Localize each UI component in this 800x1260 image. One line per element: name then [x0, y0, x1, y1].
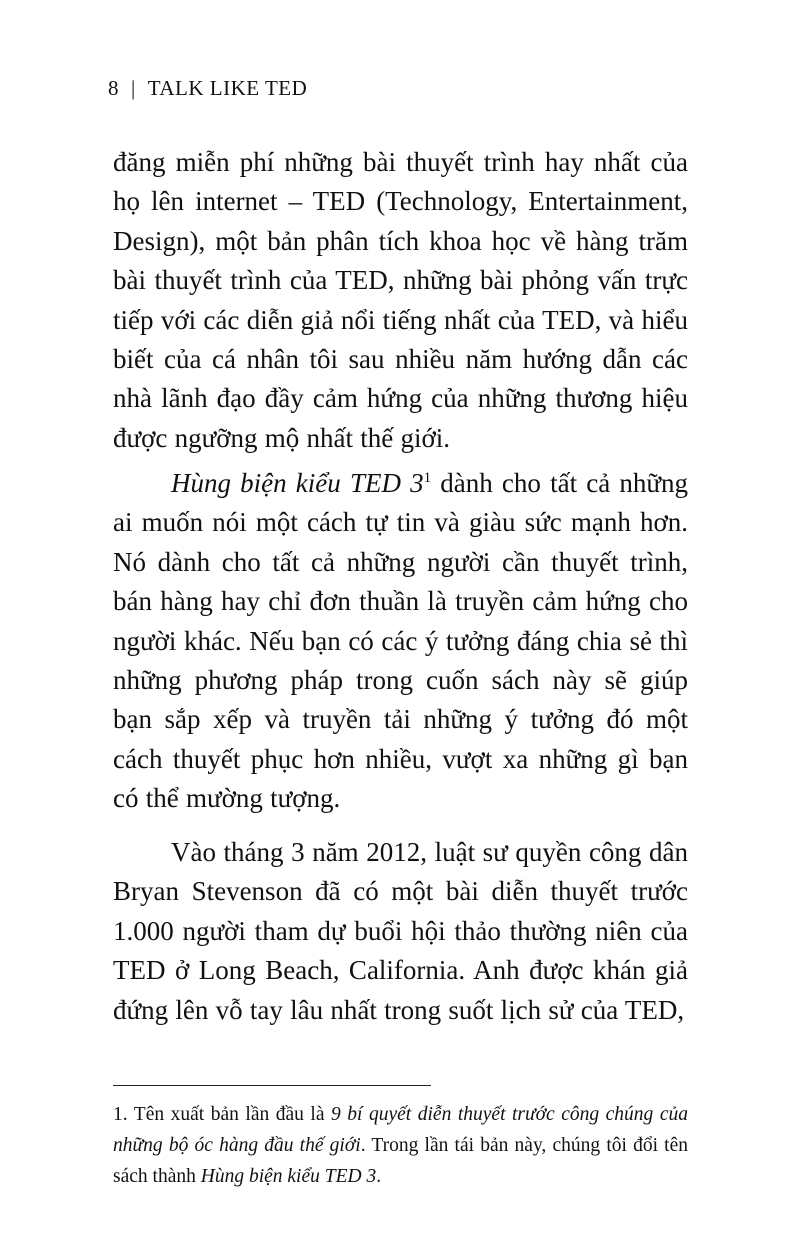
footnote-text-middle: . Trong lần tái bản này, chúng tôi đổi tên sách thành: [113, 1135, 688, 1187]
body-paragraph-1: đăng miễn phí những bài thuyết trình hay nhất của họ lên internet – TED (Technology, Entertainment, Design), một bản phân tích khoa học về hàng trăm bài thuyết trình của TED, những bài phỏng vấn trực tiếp với các diễn giả nổi tiếng nhất của TED, và hiểu biết của cá nhân tôi sau nhiều năm hướng dẫn các nhà lãnh đạo đầy cảm hứng của những thương hiệu được ngưỡng mộ nhất thế giới.: [113, 147, 688, 453]
page-number: 8: [108, 76, 119, 100]
book-title: Hùng biện kiểu TED 3: [171, 468, 424, 498]
footnote-text-end: .: [376, 1166, 382, 1187]
footnote-reference[interactable]: 1: [423, 470, 432, 486]
footnote-divider: [113, 1085, 431, 1086]
running-header: [108, 76, 307, 101]
body-paragraph-2: [113, 464, 688, 819]
body-paragraph-2-text: dành cho tất cả những ai muốn nói một cách tự tin và giàu sức mạnh hơn. Nó dành cho tất cả những người cần thuyết trình, bán hàng hay chỉ đơn thuần là truyền cảm hứng cho người khác. Nếu bạn có các ý tưởng đáng chia sẻ thì những phương pháp trong cuốn sách này sẽ giúp bạn sắp xếp và truyền tải những ý tưởng đó một cách thuyết phục hơn nhiều, vượt xa những gì bạn có thể mường tượng.: [113, 468, 688, 814]
body-paragraph-3: Vào tháng 3 năm 2012, luật sư quyền công dân Bryan Stevenson đã có một bài diễn thuyết trước 1.000 người tham dự buổi hội thảo thường niên của TED ở Long Beach, California. Anh được khán giả đứng lên vỗ tay lâu nhất trong suốt lịch sử của TED,: [113, 837, 688, 1025]
footnote-new-title: Hùng biện kiểu TED 3: [200, 1166, 377, 1187]
footnote-original-title: 9 bí quyết diễn thuyết trước công chúng của những bộ óc hàng đầu thế giới: [113, 1104, 688, 1156]
footnote: [113, 1099, 688, 1192]
header-separator: |: [131, 76, 136, 100]
running-title: TALK LIKE TED: [147, 76, 308, 100]
footnote-text-before: Tên xuất bản lần đầu là: [127, 1104, 332, 1125]
footnote-number: 1.: [113, 1104, 128, 1125]
